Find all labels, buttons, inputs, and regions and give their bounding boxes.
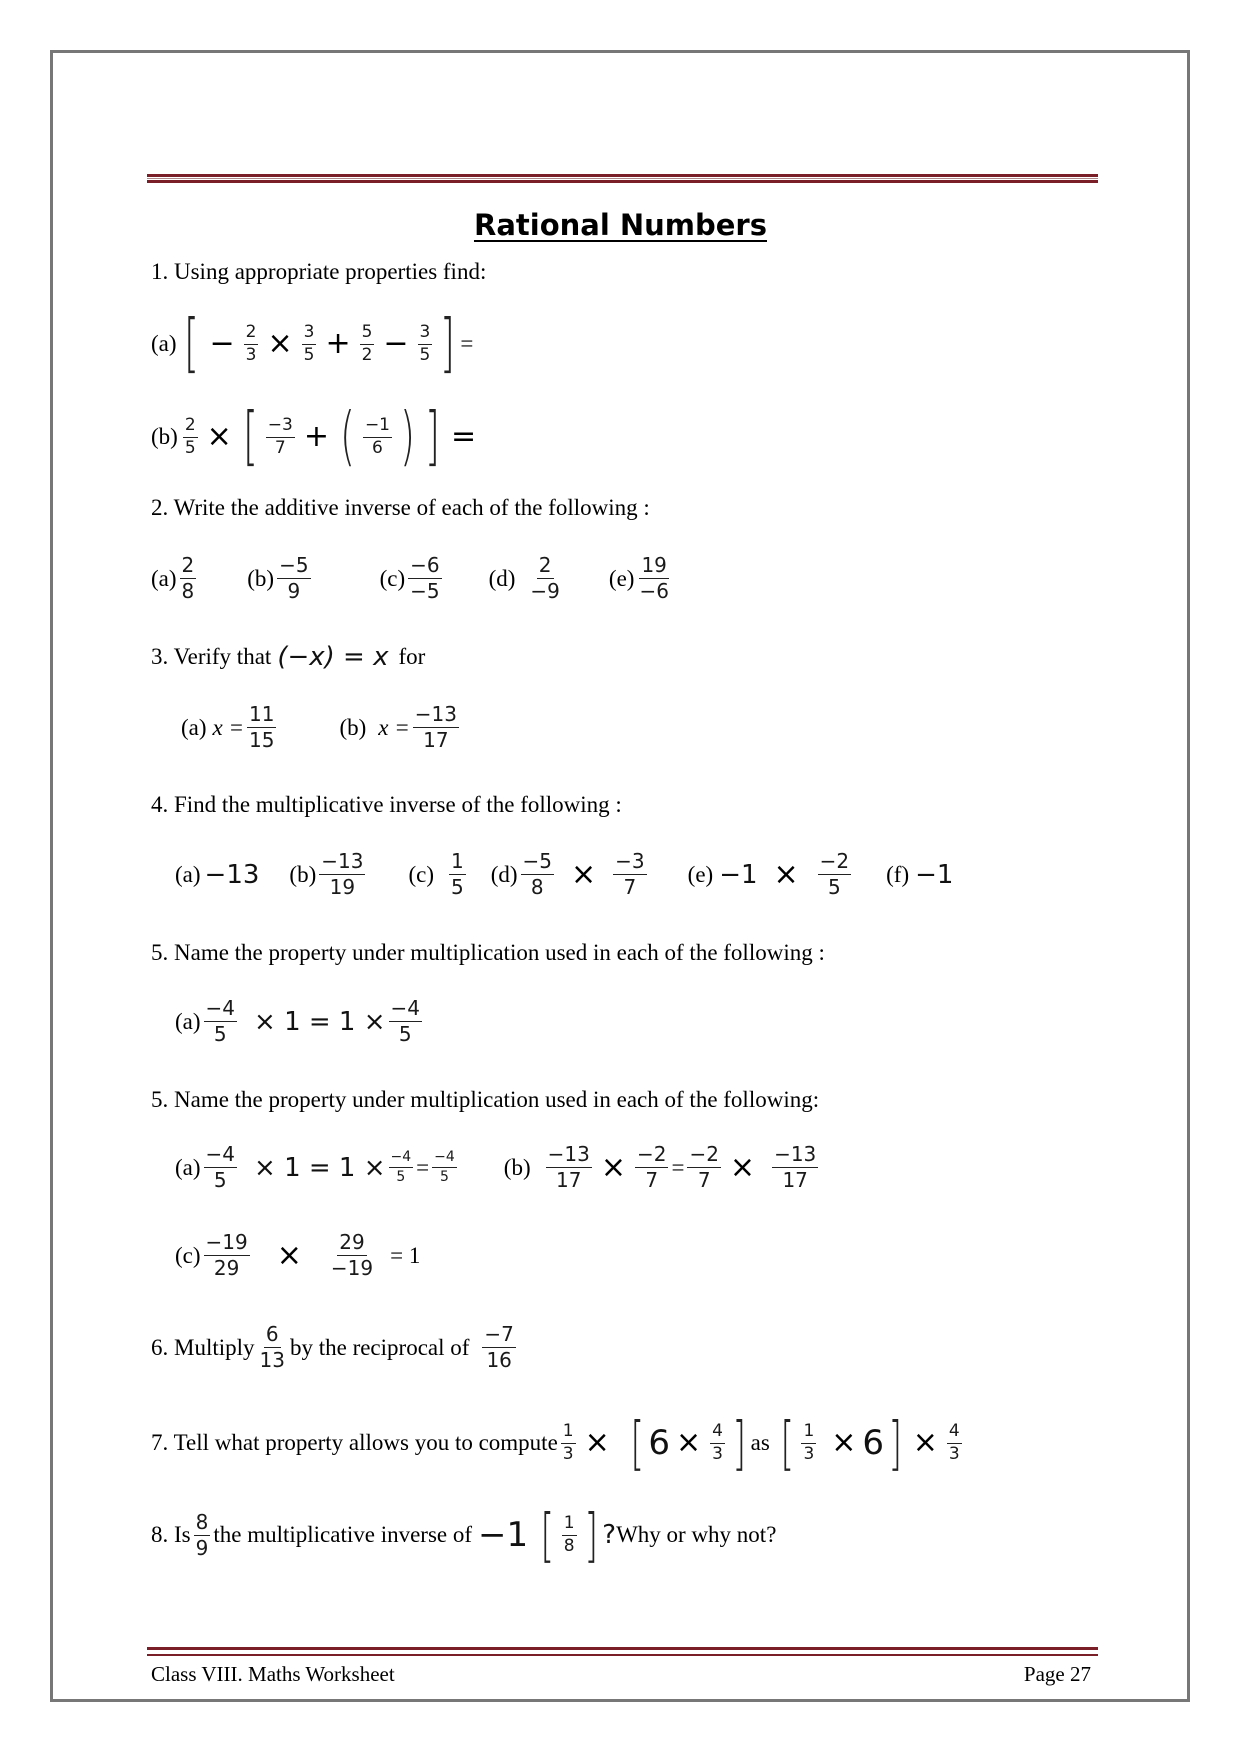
- label: (b): [151, 424, 178, 449]
- question-6-prefix: 6. Multiply: [151, 1334, 255, 1360]
- label: (c): [379, 565, 406, 591]
- question-5b-item-c: [175, 1232, 420, 1279]
- times-sign: ×: [773, 856, 799, 892]
- fraction: $\frac{-13}{17}$: [774, 1142, 817, 1192]
- question-3-items: [181, 704, 462, 751]
- label: (c): [408, 861, 434, 887]
- label: (b): [247, 565, 275, 591]
- fraction: $\frac{1}{3}$: [803, 1420, 815, 1464]
- times-sign: ×: [276, 1237, 302, 1273]
- value: −13: [204, 859, 260, 890]
- question-2-text: 2. Write the additive inverse of each of the following :: [151, 495, 650, 520]
- label: (d): [490, 861, 518, 887]
- label: (a): [175, 1008, 201, 1034]
- question-4-text: 4. Find the multiplicative inverse of the following :: [151, 792, 622, 817]
- fraction: $\frac{29}{-19}$: [330, 1230, 374, 1280]
- times-sign: ×: [912, 1425, 938, 1460]
- label: (c): [175, 1242, 201, 1268]
- equals: =: [671, 1154, 685, 1180]
- question-8: [151, 1501, 777, 1569]
- fraction: $\frac{-5}{9}$: [279, 553, 309, 603]
- fraction: $\frac{1}{5}$: [450, 849, 464, 899]
- left-bracket: [: [780, 1409, 794, 1477]
- question-1-text: 1. Using appropriate properties find:: [151, 259, 487, 284]
- expression: × 1 = 1 ×: [254, 1152, 386, 1183]
- footer-rule: [147, 1647, 1098, 1656]
- equals: =: [460, 331, 474, 356]
- plus-sign: +: [325, 326, 351, 361]
- question-mark: ?: [602, 1520, 617, 1550]
- right-bracket: ]: [888, 1409, 903, 1477]
- fraction: $\frac{-2}{5}$: [819, 849, 850, 899]
- value: −1: [915, 859, 954, 890]
- question-4-items: [175, 851, 953, 898]
- question-7: [151, 1409, 965, 1477]
- fraction: $\frac{5}{2}$: [361, 321, 373, 365]
- times-sign: ×: [584, 1425, 610, 1460]
- fraction: $\frac{2}{-9}$: [530, 553, 560, 603]
- fraction: $\frac{4}{3}$: [948, 1420, 960, 1464]
- variable: x =: [212, 714, 245, 740]
- left-bracket: [: [242, 400, 258, 474]
- fraction: $\frac{-4}{5}$: [434, 1149, 455, 1185]
- question-1b: [151, 400, 482, 474]
- footer-left: Class VIII. Maths Worksheet: [151, 1662, 395, 1686]
- label: (a): [181, 714, 207, 740]
- fraction: $\frac{2}{3}$: [245, 321, 257, 365]
- times-sign: ×: [831, 1425, 857, 1460]
- fraction: $\frac{-13}{19}$: [321, 849, 364, 899]
- fraction: $\frac{-4}{5}$: [390, 1149, 412, 1185]
- as-word: as: [750, 1430, 770, 1455]
- fraction: $\frac{4}{3}$: [712, 1420, 723, 1464]
- fraction: $\frac{-13}{17}$: [414, 702, 457, 752]
- label: (a): [175, 861, 201, 887]
- expression: × 1 = 1 ×: [254, 1006, 386, 1037]
- label: (e): [687, 861, 714, 887]
- fraction: $\frac{-3}{7}$: [615, 849, 645, 899]
- question-6: [151, 1324, 519, 1371]
- question-3-suffix: for: [398, 644, 426, 669]
- left-paren: (: [339, 400, 355, 474]
- label: (b): [289, 861, 317, 887]
- header-rule: [147, 174, 1098, 183]
- equals-one: = 1: [390, 1242, 421, 1268]
- left-bracket: [: [540, 1501, 555, 1569]
- fraction: $\frac{2}{5}$: [184, 414, 196, 458]
- fraction: $\frac{-4}{5}$: [390, 996, 420, 1046]
- question-1a: [151, 307, 474, 381]
- fraction: $\frac{8}{9}$: [195, 1509, 209, 1560]
- fraction: $\frac{-7}{16}$: [484, 1322, 514, 1372]
- question-6-middle: by the reciprocal of: [289, 1334, 470, 1360]
- minus-sign: −: [209, 326, 235, 361]
- variable: x =: [378, 714, 410, 740]
- label: (b): [339, 714, 367, 740]
- plus-sign: +: [303, 419, 329, 454]
- fraction: $\frac{-2}{7}$: [689, 1142, 719, 1192]
- fraction: $\frac{3}{5}$: [419, 321, 431, 365]
- left-bracket: [: [183, 307, 199, 381]
- value: −1: [478, 1515, 529, 1555]
- right-bracket: ]: [440, 307, 456, 381]
- label: (d): [488, 565, 516, 591]
- question-8-suffix: Why or why not?: [616, 1522, 777, 1547]
- fraction: $\frac{1}{8}$: [563, 1512, 575, 1556]
- page-title: Rational Numbers: [473, 208, 767, 242]
- fraction: $\frac{-6}{-5}$: [410, 553, 440, 603]
- question-3-text: [151, 644, 425, 670]
- fraction: $\frac{-19}{29}$: [205, 1230, 248, 1280]
- question-7-prefix: 7. Tell what property allows you to compute: [151, 1430, 558, 1455]
- fraction: $\frac{19}{-6}$: [639, 553, 669, 603]
- fraction: $\frac{-4}{5}$: [205, 1142, 236, 1192]
- equals: =: [450, 419, 477, 454]
- times-sign: ×: [206, 419, 232, 454]
- times-sign: ×: [676, 1425, 702, 1460]
- equals: =: [416, 1154, 430, 1180]
- question-8-prefix: 8. Is: [151, 1522, 191, 1547]
- fraction: $\frac{-4}{5}$: [205, 996, 236, 1046]
- label: (a): [175, 1154, 201, 1180]
- question-3-prefix: 3. Verify that: [151, 644, 272, 669]
- fraction: $\frac{2}{8}$: [181, 553, 195, 603]
- minus-sign: −: [383, 326, 409, 361]
- value: −1: [719, 859, 758, 890]
- value: 6: [862, 1423, 885, 1463]
- question-2-items: [151, 555, 674, 602]
- label: (a): [151, 565, 177, 591]
- right-bracket: ]: [732, 1409, 747, 1477]
- page-number: Page 27: [1023, 1662, 1091, 1686]
- fraction: $\frac{-13}{17}$: [547, 1142, 590, 1192]
- left-bracket: [: [630, 1409, 644, 1477]
- label: (a): [151, 331, 177, 356]
- value: 6: [648, 1423, 671, 1463]
- question-5-text: 5. Name the property under multiplication used in each of the following :: [151, 940, 825, 965]
- label: (f): [886, 861, 910, 887]
- label: (b): [503, 1154, 531, 1180]
- fraction: $\frac{-5}{8}$: [522, 849, 553, 899]
- question-3-expression: (−x) = x: [277, 642, 389, 672]
- fraction: $\frac{3}{5}$: [303, 321, 315, 365]
- fraction: $\frac{11}{15}$: [249, 702, 275, 752]
- question-8-middle: the multiplicative inverse of: [213, 1522, 473, 1547]
- times-sign: ×: [571, 856, 597, 892]
- fraction: $\frac{-3}{7}$: [267, 414, 293, 458]
- fraction: $\frac{6}{13}$: [259, 1322, 285, 1372]
- fraction: $\frac{-1}{6}$: [364, 414, 390, 458]
- fraction: $\frac{-2}{7}$: [636, 1142, 667, 1192]
- fraction: $\frac{1}{3}$: [562, 1420, 574, 1464]
- right-paren: ): [399, 400, 415, 474]
- right-bracket: ]: [424, 400, 440, 474]
- question-5b-text: 5. Name the property under multiplication used in each of the following:: [151, 1087, 820, 1112]
- times-sign: ×: [600, 1149, 626, 1185]
- question-5b-items: [175, 1144, 821, 1191]
- label: (e): [608, 565, 635, 591]
- times-sign: ×: [729, 1149, 756, 1185]
- question-5-item-a: [175, 998, 425, 1045]
- times-sign: ×: [267, 326, 293, 361]
- right-bracket: ]: [584, 1501, 598, 1569]
